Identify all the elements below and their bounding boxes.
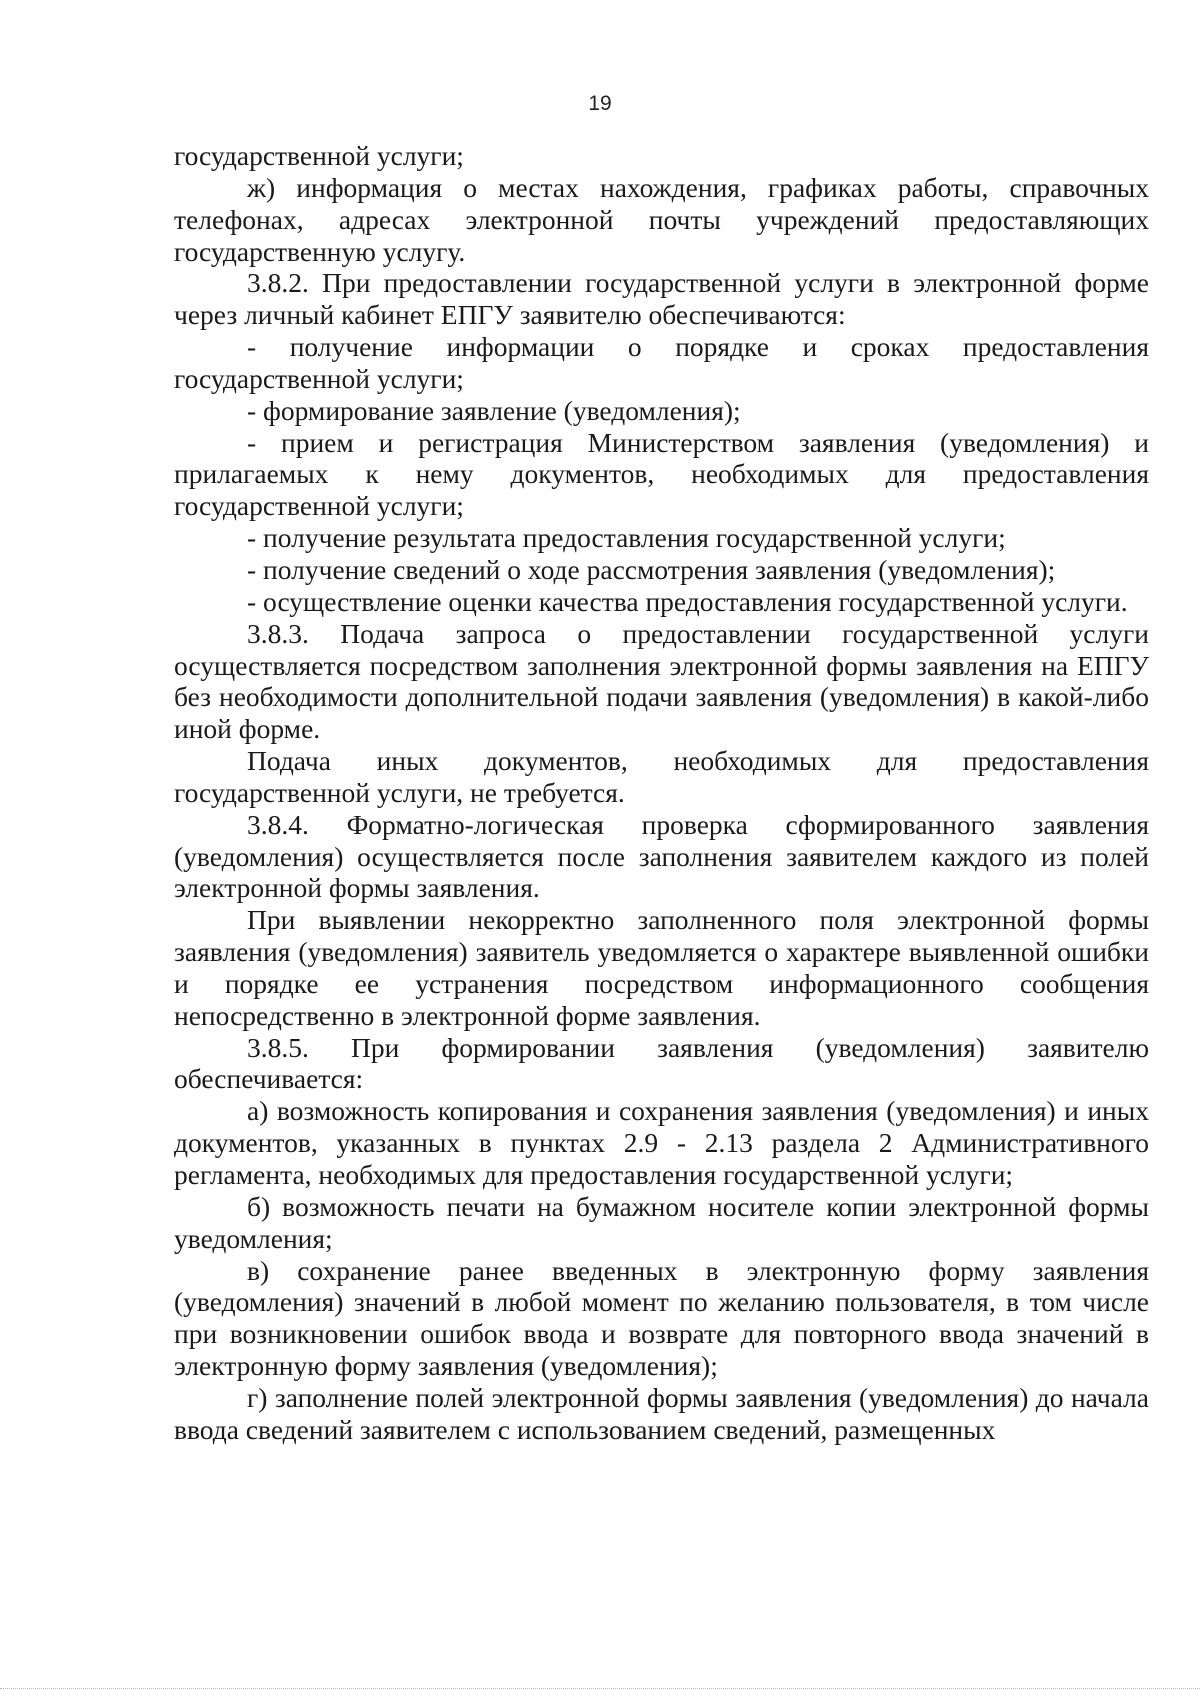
paragraph-3-8-2: 3.8.2. При предоставлении государственной услуги в электронной форме через личный кабинет ЕПГУ заявителю обеспечиваются: (174, 267, 1149, 331)
list-item-quality: - осуществление оценки качества предоставления государственной услуги. (247, 585, 1128, 617)
paragraph-continuation: государственной услуги; (174, 140, 464, 171)
list-item-v: в) сохранение ранее введенных в электронную форму заявления (уведомления) значений в любой момент по желанию пользователя, в том числе при возникновении ошибок ввода и возврате для повторного ввода значений в электронную форму заявления (уведомления); (174, 1254, 1149, 1382)
list-item-info: - получение информации о порядке и сроках предоставления государственной услуги; (174, 331, 1149, 394)
list-item-a: а) возможность копирования и сохранения заявления (уведомления) и иных документов, указанных в пунктах 2.9 - 2.13 раздела 2 Административного регламента, необходимых для предоставления государственной услуги; (174, 1095, 1149, 1190)
list-item-g: г) заполнение полей электронной формы заявления (уведомления) до начала ввода сведений заявителем с использованием сведений, размещенных (174, 1381, 1149, 1445)
list-item-progress: - получение сведений о ходе рассмотрения заявления (уведомления); (247, 553, 1056, 585)
scan-bottom-edge (0, 1688, 1200, 1689)
paragraph-item-zh: ж) информация о местах нахождения, графиках работы, справочных телефонах, адресах электронной почты учреждений предоставляющих государственную услугу. (174, 171, 1149, 267)
list-item-forming: - формирование заявление (уведомления); (247, 394, 741, 426)
page-number: 19 (588, 92, 612, 115)
paragraph-documents: Подача иных документов, необходимых для предоставления государственной услуги, не требуется. (174, 745, 1149, 808)
paragraph-3-8-3: 3.8.3. Подача запроса о предоставлении государственной услуги осуществляется посредством заполнения электронной формы заявления на ЕПГУ без необходимости дополнительной подачи заявления (уведомления) в какой-либо иной форме. (174, 617, 1149, 745)
paragraph-3-8-5: 3.8.5. При формировании заявления (уведомления) заявителю обеспечивается: (174, 1031, 1149, 1095)
paragraph-3-8-4: 3.8.4. Форматно-логическая проверка сформированного заявления (уведомления) осуществляется после заполнения заявителем каждого из полей электронной формы заявления. (174, 808, 1149, 904)
list-item-reception: - прием и регистрация Министерством заявления (уведомления) и прилагаемых к нему документов, необходимых для предоставления государственной услуги; (174, 426, 1149, 522)
paragraph-errors: При выявлении некорректно заполненного поля электронной формы заявления (уведомления) заявитель уведомляется о характере выявленной ошибки и порядке ее устранения посредством информационного сообщения непосредственно в электронной форме заявления. (174, 904, 1149, 1031)
document-body (174, 140, 1149, 1446)
list-item-b: б) возможность печати на бумажном носителе копии электронной формы уведомления; (174, 1190, 1149, 1254)
list-item-result: - получение результата предоставления государственной услуги; (247, 522, 1006, 554)
